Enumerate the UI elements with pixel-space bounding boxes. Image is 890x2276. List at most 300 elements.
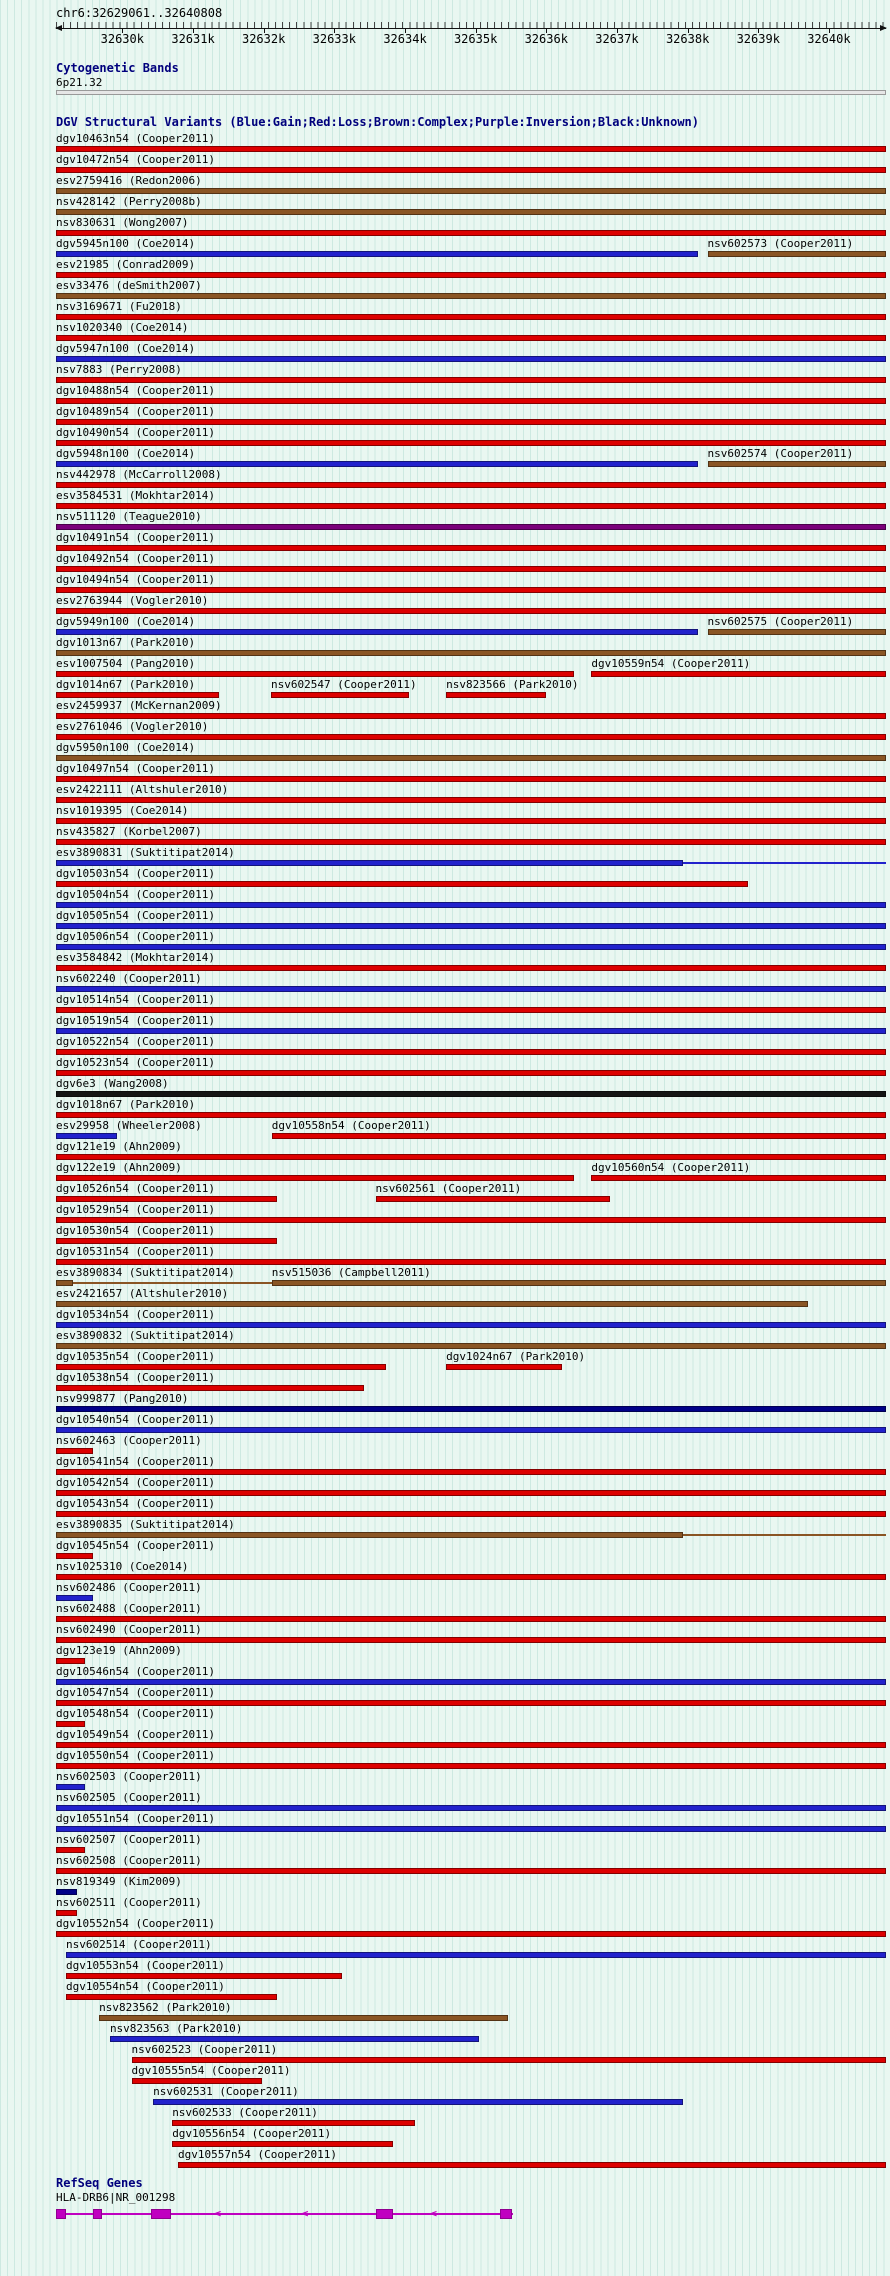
variant-label: dgv123e19 (Ahn2009) bbox=[56, 1644, 182, 1657]
variant-bar[interactable] bbox=[56, 482, 886, 488]
variant-bar[interactable] bbox=[56, 1406, 886, 1412]
variant-label: dgv10549n54 (Cooper2011) bbox=[56, 1728, 215, 1741]
variant-bar[interactable] bbox=[56, 1091, 886, 1097]
variant-row bbox=[56, 826, 886, 847]
variant-row bbox=[56, 133, 886, 154]
variant-label: nsv428142 (Perry2008b) bbox=[56, 195, 202, 208]
variant-bar[interactable] bbox=[56, 293, 886, 299]
variant-bar[interactable] bbox=[56, 1049, 886, 1055]
variant-label: esv2421657 (Altshuler2010) bbox=[56, 1287, 229, 1300]
variant-row bbox=[56, 763, 886, 784]
variant-bar[interactable] bbox=[99, 2015, 508, 2021]
variant-bar[interactable] bbox=[56, 503, 886, 509]
variant-bar[interactable] bbox=[56, 1658, 85, 1664]
variant-row bbox=[56, 1582, 886, 1603]
variant-row bbox=[56, 1876, 886, 1897]
variant-bar[interactable] bbox=[132, 2078, 262, 2084]
variant-label: dgv10553n54 (Cooper2011) bbox=[65, 1959, 225, 1972]
gene-direction-chevron: < bbox=[301, 2207, 309, 2220]
variant-row bbox=[56, 1288, 886, 1309]
variant-row bbox=[56, 1267, 886, 1288]
variant-row bbox=[56, 1036, 886, 1057]
variant-row bbox=[56, 1498, 886, 1519]
variant-bar[interactable] bbox=[591, 671, 886, 677]
variant-bar[interactable] bbox=[56, 1343, 886, 1349]
variant-row bbox=[56, 1309, 886, 1330]
variant-label: dgv10504n54 (Cooper2011) bbox=[56, 888, 215, 901]
variant-label: dgv5945n100 (Coe2014) bbox=[56, 237, 196, 250]
ruler-tick-label: 32632k bbox=[241, 32, 286, 46]
variant-row bbox=[56, 1981, 886, 2002]
variant-bar[interactable] bbox=[56, 1805, 886, 1811]
variant-row bbox=[56, 1687, 886, 1708]
variant-label: esv2459937 (McKernan2009) bbox=[56, 699, 222, 712]
variant-bar[interactable] bbox=[56, 1280, 73, 1286]
ruler-tick-label: 32637k bbox=[595, 32, 639, 46]
ruler-tick-label: 32638k bbox=[665, 32, 710, 46]
variant-bar[interactable] bbox=[708, 461, 886, 467]
variant-label: nsv602488 (Cooper2011) bbox=[56, 1602, 202, 1615]
variant-bar[interactable] bbox=[56, 461, 698, 467]
variant-label: nsv999877 (Pang2010) bbox=[56, 1392, 189, 1405]
variant-label: esv3890834 (Suktitipat2014) bbox=[56, 1266, 235, 1279]
variant-label: dgv10491n54 (Cooper2011) bbox=[56, 531, 215, 544]
variant-bar[interactable] bbox=[56, 818, 886, 824]
variant-label: dgv10558n54 (Cooper2011) bbox=[271, 1119, 431, 1132]
variant-bar[interactable] bbox=[56, 1196, 277, 1202]
ruler-tick-label: 32634k bbox=[383, 32, 427, 46]
variant-row bbox=[56, 217, 886, 238]
variant-row bbox=[56, 952, 886, 973]
variant-bar[interactable] bbox=[56, 1616, 886, 1622]
variant-label: nsv602463 (Cooper2011) bbox=[56, 1434, 202, 1447]
variant-label: esv1007504 (Pang2010) bbox=[56, 657, 196, 670]
variant-bar[interactable] bbox=[56, 1595, 93, 1601]
variant-row bbox=[56, 805, 886, 826]
variant-bar[interactable] bbox=[56, 1217, 886, 1223]
variant-bar[interactable] bbox=[56, 1175, 574, 1181]
variant-row bbox=[56, 1624, 886, 1645]
variant-label: dgv10545n54 (Cooper2011) bbox=[56, 1539, 215, 1552]
variant-bar[interactable] bbox=[272, 1280, 886, 1286]
variant-bar[interactable] bbox=[56, 1910, 77, 1916]
variant-bar[interactable] bbox=[56, 923, 886, 929]
variant-label: nsv602523 (Cooper2011) bbox=[131, 2043, 278, 2056]
variant-bar[interactable] bbox=[56, 1553, 93, 1559]
variant-row bbox=[56, 2107, 886, 2128]
variant-bar[interactable] bbox=[56, 167, 886, 173]
variant-label: dgv10463n54 (Cooper2011) bbox=[56, 132, 215, 145]
gene-exon[interactable] bbox=[151, 2209, 170, 2219]
variant-bar[interactable] bbox=[56, 1574, 886, 1580]
variant-row bbox=[56, 889, 886, 910]
variant-bar[interactable] bbox=[56, 1448, 93, 1454]
variant-bar[interactable] bbox=[56, 1028, 886, 1034]
variant-row bbox=[56, 1645, 886, 1666]
gene-exon[interactable] bbox=[376, 2209, 393, 2219]
variant-bar[interactable] bbox=[56, 629, 698, 635]
variant-bar[interactable] bbox=[56, 251, 698, 257]
variant-label: dgv10505n54 (Cooper2011) bbox=[56, 909, 215, 922]
variant-row bbox=[56, 868, 886, 889]
ruler-tick-label: 32633k bbox=[312, 32, 356, 46]
variant-label: nsv823563 (Park2010) bbox=[109, 2022, 243, 2035]
variant-row bbox=[56, 238, 886, 259]
variant-row bbox=[56, 1792, 886, 1813]
variant-label: esv2759416 (Redon2006) bbox=[56, 174, 202, 187]
variant-bar[interactable] bbox=[56, 1007, 886, 1013]
variant-row bbox=[56, 847, 886, 868]
ruler-tick-label: 32635k bbox=[453, 32, 498, 46]
variant-bar[interactable] bbox=[56, 1679, 886, 1685]
variant-label: nsv830631 (Wong2007) bbox=[56, 216, 189, 229]
variant-bar[interactable] bbox=[56, 1301, 808, 1307]
variant-label: dgv6e3 (Wang2008) bbox=[56, 1077, 169, 1090]
variant-bar[interactable] bbox=[56, 335, 886, 341]
variant-row bbox=[56, 1141, 886, 1162]
variant-label: dgv10472n54 (Cooper2011) bbox=[56, 153, 215, 166]
variant-row bbox=[56, 364, 886, 385]
variant-bar[interactable] bbox=[56, 734, 886, 740]
variant-bar[interactable] bbox=[56, 398, 886, 404]
gene-direction-chevron: < bbox=[214, 2207, 222, 2220]
variant-bar[interactable] bbox=[56, 839, 886, 845]
variant-label: nsv602574 (Cooper2011) bbox=[707, 447, 854, 460]
variant-row bbox=[56, 1603, 886, 1624]
variant-label: nsv1019395 (Coe2014) bbox=[56, 804, 189, 817]
variant-label: dgv10526n54 (Cooper2011) bbox=[56, 1182, 215, 1195]
variant-bar[interactable] bbox=[56, 1868, 886, 1874]
variant-bar[interactable] bbox=[56, 692, 219, 698]
variant-bar[interactable] bbox=[56, 1826, 886, 1832]
variant-label: nsv602561 (Cooper2011) bbox=[375, 1182, 522, 1195]
variant-bar[interactable] bbox=[56, 188, 886, 194]
variant-label: nsv602573 (Cooper2011) bbox=[707, 237, 854, 250]
variant-label: dgv10489n54 (Cooper2011) bbox=[56, 405, 215, 418]
variant-bar[interactable] bbox=[56, 1721, 85, 1727]
variant-bar[interactable] bbox=[56, 1784, 85, 1790]
cytoband-header: Cytogenetic Bands bbox=[56, 61, 179, 75]
variant-label: dgv10552n54 (Cooper2011) bbox=[56, 1917, 215, 1930]
variant-label: esv3890832 (Suktitipat2014) bbox=[56, 1329, 235, 1342]
variant-label: esv3584842 (Mokhtar2014) bbox=[56, 951, 215, 964]
variant-row bbox=[56, 1813, 886, 1834]
variant-bar[interactable] bbox=[56, 1742, 886, 1748]
variant-bar[interactable] bbox=[66, 1994, 277, 2000]
variant-label: dgv10492n54 (Cooper2011) bbox=[56, 552, 215, 565]
variant-row bbox=[56, 196, 886, 217]
variant-label: dgv10535n54 (Cooper2011) bbox=[56, 1350, 215, 1363]
variant-bar[interactable] bbox=[56, 566, 886, 572]
variant-label: dgv10550n54 (Cooper2011) bbox=[56, 1749, 215, 1762]
variant-row bbox=[56, 742, 886, 763]
variant-row bbox=[56, 2023, 886, 2044]
variant-bar[interactable] bbox=[56, 209, 886, 215]
variant-row bbox=[56, 1372, 886, 1393]
cytoband-bar[interactable] bbox=[56, 90, 886, 95]
variant-label: nsv602547 (Cooper2011) bbox=[270, 678, 417, 691]
variant-row bbox=[56, 2128, 886, 2149]
variant-bar[interactable] bbox=[56, 587, 886, 593]
variant-bar[interactable] bbox=[56, 1238, 277, 1244]
variant-row bbox=[56, 1771, 886, 1792]
variant-bar[interactable] bbox=[56, 1154, 886, 1160]
variant-label: nsv823562 (Park2010) bbox=[99, 2001, 232, 2014]
variant-row bbox=[56, 490, 886, 511]
gene-exon[interactable] bbox=[93, 2209, 102, 2219]
variant-label: nsv602240 (Cooper2011) bbox=[56, 972, 202, 985]
variant-bar[interactable] bbox=[708, 251, 886, 257]
variant-bar[interactable] bbox=[708, 629, 886, 635]
variant-label: dgv121e19 (Ahn2009) bbox=[56, 1140, 182, 1153]
variant-bar[interactable] bbox=[56, 1511, 886, 1517]
variant-label: nsv602486 (Cooper2011) bbox=[56, 1581, 202, 1594]
variant-label: dgv10546n54 (Cooper2011) bbox=[56, 1665, 215, 1678]
variant-row bbox=[56, 1078, 886, 1099]
variant-bar[interactable] bbox=[271, 692, 409, 698]
variant-row bbox=[56, 1099, 886, 1120]
variant-row bbox=[56, 1183, 886, 1204]
variant-bar[interactable] bbox=[56, 944, 886, 950]
variant-label: dgv5948n100 (Coe2014) bbox=[56, 447, 196, 460]
variant-row bbox=[56, 1939, 886, 1960]
variant-row bbox=[56, 721, 886, 742]
variant-bar[interactable] bbox=[56, 1133, 117, 1139]
variant-label: dgv10529n54 (Cooper2011) bbox=[56, 1203, 215, 1216]
variant-label: dgv10503n54 (Cooper2011) bbox=[56, 867, 215, 880]
variant-label: esv33476 (deSmith2007) bbox=[56, 279, 202, 292]
variant-label: dgv10490n54 (Cooper2011) bbox=[56, 426, 215, 439]
variant-label: nsv602505 (Cooper2011) bbox=[56, 1791, 202, 1804]
variant-bar[interactable] bbox=[272, 1133, 886, 1139]
variant-row bbox=[56, 1540, 886, 1561]
variant-label: dgv10519n54 (Cooper2011) bbox=[56, 1014, 215, 1027]
variant-bar[interactable] bbox=[153, 2099, 683, 2105]
gene-intron-line bbox=[56, 2213, 513, 2215]
variant-label: dgv10540n54 (Cooper2011) bbox=[56, 1413, 215, 1426]
variant-row bbox=[56, 2086, 886, 2107]
variant-label: dgv10494n54 (Cooper2011) bbox=[56, 573, 215, 586]
variant-bar[interactable] bbox=[178, 2162, 886, 2168]
variant-bar[interactable] bbox=[56, 524, 886, 530]
variant-row bbox=[56, 1561, 886, 1582]
variant-bar[interactable] bbox=[56, 797, 886, 803]
variant-label: dgv10560n54 (Cooper2011) bbox=[591, 1161, 751, 1174]
variant-bar[interactable] bbox=[110, 2036, 479, 2042]
variant-label: esv21985 (Conrad2009) bbox=[56, 258, 196, 271]
variant-label: nsv602508 (Cooper2011) bbox=[56, 1854, 202, 1867]
variant-row bbox=[56, 574, 886, 595]
variant-bar[interactable] bbox=[66, 1952, 886, 1958]
variant-row bbox=[56, 175, 886, 196]
variant-row bbox=[56, 469, 886, 490]
ruler-tick-label: 32639k bbox=[736, 32, 780, 46]
variant-label: nsv511120 (Teague2010) bbox=[56, 510, 202, 523]
variant-row bbox=[56, 511, 886, 532]
variant-bar[interactable] bbox=[56, 377, 886, 383]
variant-bar[interactable] bbox=[56, 1637, 886, 1643]
variant-label: nsv602575 (Cooper2011) bbox=[707, 615, 854, 628]
variant-row bbox=[56, 154, 886, 175]
variant-bar[interactable] bbox=[56, 1322, 886, 1328]
gene-direction-chevron: < bbox=[430, 2207, 437, 2220]
variant-bar[interactable] bbox=[56, 1112, 886, 1118]
variant-row bbox=[56, 784, 886, 805]
variant-label: dgv10541n54 (Cooper2011) bbox=[56, 1455, 215, 1468]
variant-bar[interactable] bbox=[56, 1427, 886, 1433]
variant-row bbox=[56, 1960, 886, 1981]
variant-row bbox=[56, 994, 886, 1015]
variant-bar[interactable] bbox=[56, 881, 748, 887]
variant-label: dgv10551n54 (Cooper2011) bbox=[56, 1812, 215, 1825]
variant-label: dgv10548n54 (Cooper2011) bbox=[56, 1707, 215, 1720]
variant-bar[interactable] bbox=[56, 1385, 364, 1391]
variant-bar[interactable] bbox=[56, 440, 886, 446]
variant-bar[interactable] bbox=[56, 314, 886, 320]
variant-row bbox=[56, 595, 886, 616]
variant-bar[interactable] bbox=[446, 1364, 562, 1370]
ruler-tick-label: 32630k bbox=[100, 32, 144, 46]
variant-label: esv3584531 (Mokhtar2014) bbox=[56, 489, 215, 502]
variant-row bbox=[56, 1330, 886, 1351]
variant-label: dgv10531n54 (Cooper2011) bbox=[56, 1245, 215, 1258]
variant-bar[interactable] bbox=[172, 2141, 393, 2147]
variant-label: dgv5949n100 (Coe2014) bbox=[56, 615, 196, 628]
variant-row bbox=[56, 1666, 886, 1687]
variant-row bbox=[56, 1225, 886, 1246]
variant-row bbox=[56, 1834, 886, 1855]
variant-extent-line bbox=[683, 862, 886, 864]
ruler-tick-label: 32631k bbox=[171, 32, 215, 46]
variant-label: nsv435827 (Korbel2007) bbox=[56, 825, 202, 838]
variant-bar[interactable] bbox=[56, 608, 886, 614]
variant-row bbox=[56, 406, 886, 427]
variant-row bbox=[56, 1729, 886, 1750]
variant-label: dgv10514n54 (Cooper2011) bbox=[56, 993, 215, 1006]
variant-bar[interactable] bbox=[56, 755, 886, 761]
variant-bar[interactable] bbox=[56, 713, 886, 719]
variant-row bbox=[56, 2002, 886, 2023]
variant-bar[interactable] bbox=[56, 1889, 77, 1895]
variant-bar[interactable] bbox=[56, 860, 683, 866]
variant-bar[interactable] bbox=[56, 986, 886, 992]
variant-label: dgv1013n67 (Park2010) bbox=[56, 636, 196, 649]
variant-bar[interactable] bbox=[56, 1763, 886, 1769]
variant-row bbox=[56, 931, 886, 952]
variant-row bbox=[56, 1204, 886, 1225]
variant-bar[interactable] bbox=[56, 776, 886, 782]
variant-bar[interactable] bbox=[56, 272, 886, 278]
variant-bar[interactable] bbox=[591, 1175, 886, 1181]
variant-label: dgv10557n54 (Cooper2011) bbox=[178, 2148, 337, 2161]
variant-row bbox=[56, 637, 886, 658]
variant-bar[interactable] bbox=[56, 356, 886, 362]
variant-row bbox=[56, 700, 886, 721]
variant-row bbox=[56, 427, 886, 448]
variant-bar[interactable] bbox=[56, 1469, 886, 1475]
variant-bar[interactable] bbox=[56, 230, 886, 236]
variant-label: esv29958 (Wheeler2008) bbox=[56, 1119, 202, 1132]
ruler-tick-label: 32640k bbox=[807, 32, 851, 46]
variant-label: dgv10556n54 (Cooper2011) bbox=[172, 2127, 332, 2140]
variant-row bbox=[56, 973, 886, 994]
variant-bar[interactable] bbox=[56, 1700, 886, 1706]
variant-row bbox=[56, 1708, 886, 1729]
variant-bar[interactable] bbox=[56, 545, 886, 551]
gene-exon[interactable] bbox=[500, 2209, 512, 2219]
variant-bar[interactable] bbox=[132, 2057, 886, 2063]
variant-row bbox=[56, 1162, 886, 1183]
variant-bar[interactable] bbox=[56, 146, 886, 152]
variant-label: dgv1018n67 (Park2010) bbox=[56, 1098, 196, 1111]
variant-label: dgv10523n54 (Cooper2011) bbox=[56, 1056, 215, 1069]
variant-label: dgv1014n67 (Park2010) bbox=[56, 678, 196, 691]
variant-row bbox=[56, 658, 886, 679]
variant-row bbox=[56, 1477, 886, 1498]
variant-bar[interactable] bbox=[56, 1070, 886, 1076]
variant-bar[interactable] bbox=[56, 902, 886, 908]
variant-label: nsv1020340 (Coe2014) bbox=[56, 321, 189, 334]
variant-label: nsv1025310 (Coe2014) bbox=[56, 1560, 189, 1573]
variant-row bbox=[56, 2065, 886, 2086]
variant-bar[interactable] bbox=[56, 671, 574, 677]
variant-bar[interactable] bbox=[56, 1490, 886, 1496]
variant-bar[interactable] bbox=[56, 650, 886, 656]
dgv-track-header: DGV Structural Variants (Blue:Gain;Red:Loss;Brown:Complex;Purple:Inversion;Black:Unknown) bbox=[56, 115, 699, 129]
variant-bar[interactable] bbox=[56, 1259, 886, 1265]
variant-row bbox=[56, 448, 886, 469]
variant-bar[interactable] bbox=[376, 1196, 611, 1202]
position-label: chr6:32629061..32640808 bbox=[56, 6, 223, 20]
variant-label: dgv5950n100 (Coe2014) bbox=[56, 741, 196, 754]
variant-label: dgv10497n54 (Cooper2011) bbox=[56, 762, 215, 775]
variant-bar[interactable] bbox=[56, 419, 886, 425]
cytoband-label: 6p21.32 bbox=[56, 76, 103, 89]
variant-bar[interactable] bbox=[56, 1931, 886, 1937]
variant-label: esv2761046 (Vogler2010) bbox=[56, 720, 209, 733]
ruler bbox=[56, 6, 886, 47]
variant-label: dgv10488n54 (Cooper2011) bbox=[56, 384, 215, 397]
variant-label: nsv602507 (Cooper2011) bbox=[56, 1833, 202, 1846]
variant-row bbox=[56, 301, 886, 322]
variant-row bbox=[56, 1519, 886, 1540]
variant-bar[interactable] bbox=[172, 2120, 414, 2126]
variant-bar[interactable] bbox=[446, 692, 546, 698]
variant-label: dgv10538n54 (Cooper2011) bbox=[56, 1371, 215, 1384]
variant-bar[interactable] bbox=[56, 1847, 85, 1853]
variant-row bbox=[56, 1393, 886, 1414]
variant-bar[interactable] bbox=[56, 965, 886, 971]
variant-row bbox=[56, 1435, 886, 1456]
variant-bar[interactable] bbox=[56, 1532, 683, 1538]
variant-label: dgv10530n54 (Cooper2011) bbox=[56, 1224, 215, 1237]
variant-label: dgv10555n54 (Cooper2011) bbox=[131, 2064, 291, 2077]
gene-name-label: HLA-DRB6|NR_001298 bbox=[56, 2191, 176, 2204]
variant-label: esv2422111 (Altshuler2010) bbox=[56, 783, 229, 796]
variant-row bbox=[56, 616, 886, 637]
variant-extent-line bbox=[683, 1534, 886, 1536]
variant-row bbox=[56, 1414, 886, 1435]
variant-row bbox=[56, 259, 886, 280]
variant-row bbox=[56, 1897, 886, 1918]
gene-exon[interactable] bbox=[56, 2209, 66, 2219]
ruler-tick-labels bbox=[56, 29, 886, 47]
variant-label: nsv7883 (Perry2008) bbox=[56, 363, 182, 376]
variant-row bbox=[56, 1015, 886, 1036]
variant-bar[interactable] bbox=[56, 1364, 386, 1370]
variant-row bbox=[56, 2149, 886, 2170]
variant-bar[interactable] bbox=[66, 1973, 342, 1979]
